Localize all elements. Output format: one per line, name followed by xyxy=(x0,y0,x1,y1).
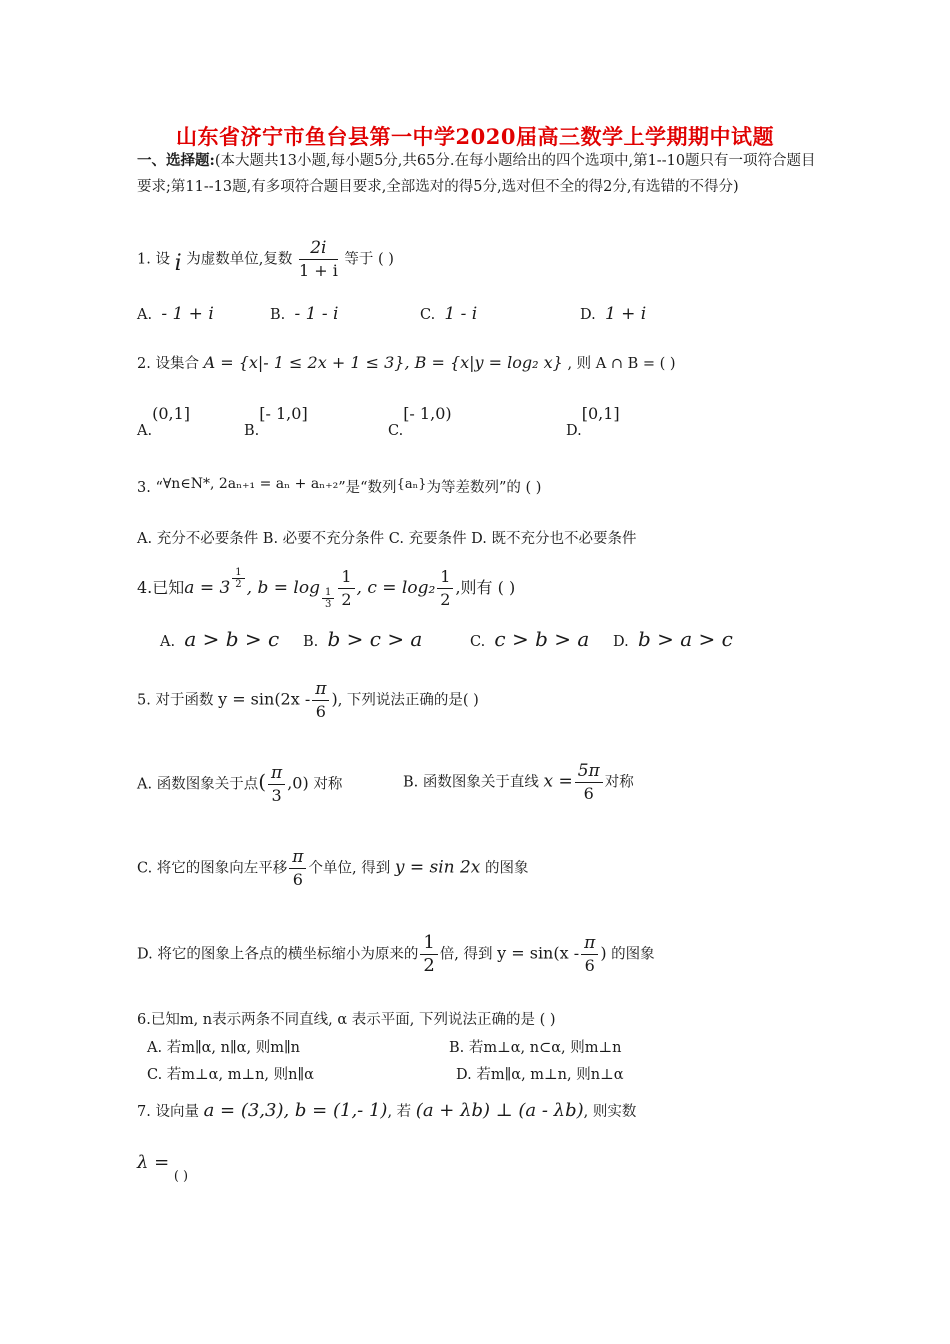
q6-option-b: B. 若m⊥α, n⊂α, 则m⊥n xyxy=(449,1040,622,1056)
q4-expr-a: a = 3 xyxy=(184,578,231,598)
q5-optB-frac: $\frac{5\pi}{6}$ xyxy=(575,760,603,805)
section-text: (本大题共13小题,每小题5分,共65分.在每小题给出的四个选项中,第1--10题只有一项符合题目要求;第11--13题,有多项符合题目要求,全部选对的得5分,选对但不全的得2分,有选错的不得分) xyxy=(137,153,816,195)
q1-option-b: B. - 1 - i xyxy=(270,304,339,324)
q5-optC-frac: $\frac{\pi}{6}$ xyxy=(289,846,306,891)
section-heading: 一、选择题: xyxy=(137,152,215,169)
q1-option-a: A. - 1 + i xyxy=(137,304,214,324)
q1-frac-den: 1 + i xyxy=(298,261,338,280)
q2-suffix: , 则 A ∩ B = ( ) xyxy=(567,356,676,372)
q5-close: ) xyxy=(331,689,338,709)
q7-blank: ( ) xyxy=(173,1169,189,1184)
q4-expr-c: , c = log₂ xyxy=(356,578,436,598)
question-4 xyxy=(137,566,515,611)
q4-suffix: ,则有 ( ) xyxy=(455,578,516,597)
q2-option-d: D.[0,1] xyxy=(566,404,620,439)
q2-option-c: C.[- 1,0) xyxy=(388,404,452,439)
q1-var: i xyxy=(174,250,182,276)
question-5 xyxy=(137,678,479,723)
q3-options: A. 充分不必要条件 B. 必要不充分条件 C. 充要条件 D. 既不充分也不必要条件 xyxy=(137,531,637,547)
q6-option-c: C. 若m⊥α, m⊥n, 则n∥α xyxy=(147,1067,314,1083)
q5-frac: $\frac{\pi}{6}$ xyxy=(312,678,329,723)
q5-option-c: C. 将它的图象向左平移 $\frac{\pi}{6}$ 个单位, 得到 y = sin 2x 的图象 xyxy=(137,847,529,889)
q3-prefix: 3. “ xyxy=(137,480,163,496)
q5-option-b: B. 函数图象关于直线 x = $\frac{5\pi}{6}$ 对称 xyxy=(403,761,634,803)
q7-prefix: 7. 设向量 xyxy=(137,1104,199,1120)
q5-expr: y = sin(2x - xyxy=(218,689,311,709)
q4-log-base: $\frac{1}{3}$ xyxy=(322,587,334,610)
q1-frac-num: 2i xyxy=(299,237,338,260)
q7-expr: a = (3,3), b = (1,- 1) xyxy=(203,1100,388,1121)
q7-suffix: , 则实数 xyxy=(583,1104,637,1120)
q1-suffix: 等于 ( ) xyxy=(344,251,394,268)
q1-prefix: 1. 设 xyxy=(137,251,170,268)
q4-option-b: B. b > c > a xyxy=(303,627,423,651)
q7-lambda: λ = xyxy=(137,1152,170,1173)
q7-mid: , 若 xyxy=(387,1104,412,1120)
q1-option-c: C. 1 - i xyxy=(420,304,478,324)
q6-option-d: D. 若m∥α, m⊥n, 则n⊥α xyxy=(456,1067,624,1083)
q5-optD-frac2: $\frac{\pi}{6}$ xyxy=(581,932,598,977)
q2-option-a: A.(0,1] xyxy=(137,404,191,439)
question-7 xyxy=(137,1100,636,1121)
q4-exponent: $\frac{1}{2}$ xyxy=(232,567,244,590)
page-title: 山东省济宁市鱼台县第一中学2020届高三数学上学期期中试题 xyxy=(176,124,774,149)
q1-option-d: D. 1 + i xyxy=(580,304,647,324)
question-2 xyxy=(137,352,676,373)
question-1 xyxy=(137,237,394,282)
q2-expr: A = {x|- 1 ≤ 2x + 1 ≤ 3}, B = {x|y = log₂ x} xyxy=(203,353,563,372)
q2-option-b: B.[- 1,0] xyxy=(244,404,308,439)
q1-fraction xyxy=(299,237,338,282)
question-6: 6.已知m, n表示两条不同直线, α 表示平面, 下列说法正确的是 ( ) xyxy=(137,1012,556,1028)
q4-option-d: D. b > a > c xyxy=(613,627,733,651)
q4-frac-1: $\frac{1}{2}$ xyxy=(338,566,354,611)
q5-prefix: 5. 对于函数 xyxy=(137,692,214,709)
question-3 xyxy=(137,476,541,497)
q6-option-a: A. 若m∥α, n∥α, 则m∥n xyxy=(147,1040,300,1056)
q2-prefix: 2. 设集合 xyxy=(137,356,199,372)
q7-answer-line xyxy=(137,1152,189,1184)
q1-mid: 为虚数单位,复数 xyxy=(186,251,293,268)
q3-seq: {aₙ} xyxy=(396,477,427,492)
q4-prefix: 4.已知 xyxy=(137,578,185,597)
q5-suffix: , 下列说法正确的是( ) xyxy=(337,692,479,709)
q4-frac-2: $\frac{1}{2}$ xyxy=(437,566,453,611)
section-instructions xyxy=(137,148,817,200)
q5-option-d: D. 将它的图象上各点的横坐标缩小为原来的 $\frac{1}{2}$ 倍, 得到 y = sin(x - $\frac{\pi}{6}$ ) 的图象 xyxy=(137,932,655,976)
q3-expr: ∀n∈N*, 2aₙ₊₁ = aₙ + aₙ₊₂ xyxy=(162,476,339,492)
q7-expr2: (a + λb) ⊥ (a - λb) xyxy=(415,1100,584,1121)
q3-suffix: 为等差数列”的 ( ) xyxy=(426,480,542,496)
q4-option-a: A. a > b > c xyxy=(160,627,280,651)
q4-option-c: C. c > b > a xyxy=(470,627,590,651)
q5-optA-frac: $\frac{\pi}{3}$ xyxy=(268,762,285,807)
q3-mid: ”是“数列 xyxy=(338,480,397,496)
q5-option-a: A. 函数图象关于点( $\frac{\pi}{3}$ ,0) 对称 xyxy=(137,763,343,805)
q4-expr-b: , b = log xyxy=(246,578,320,598)
q5-optD-frac: $\frac{1}{2}$ xyxy=(420,932,437,977)
